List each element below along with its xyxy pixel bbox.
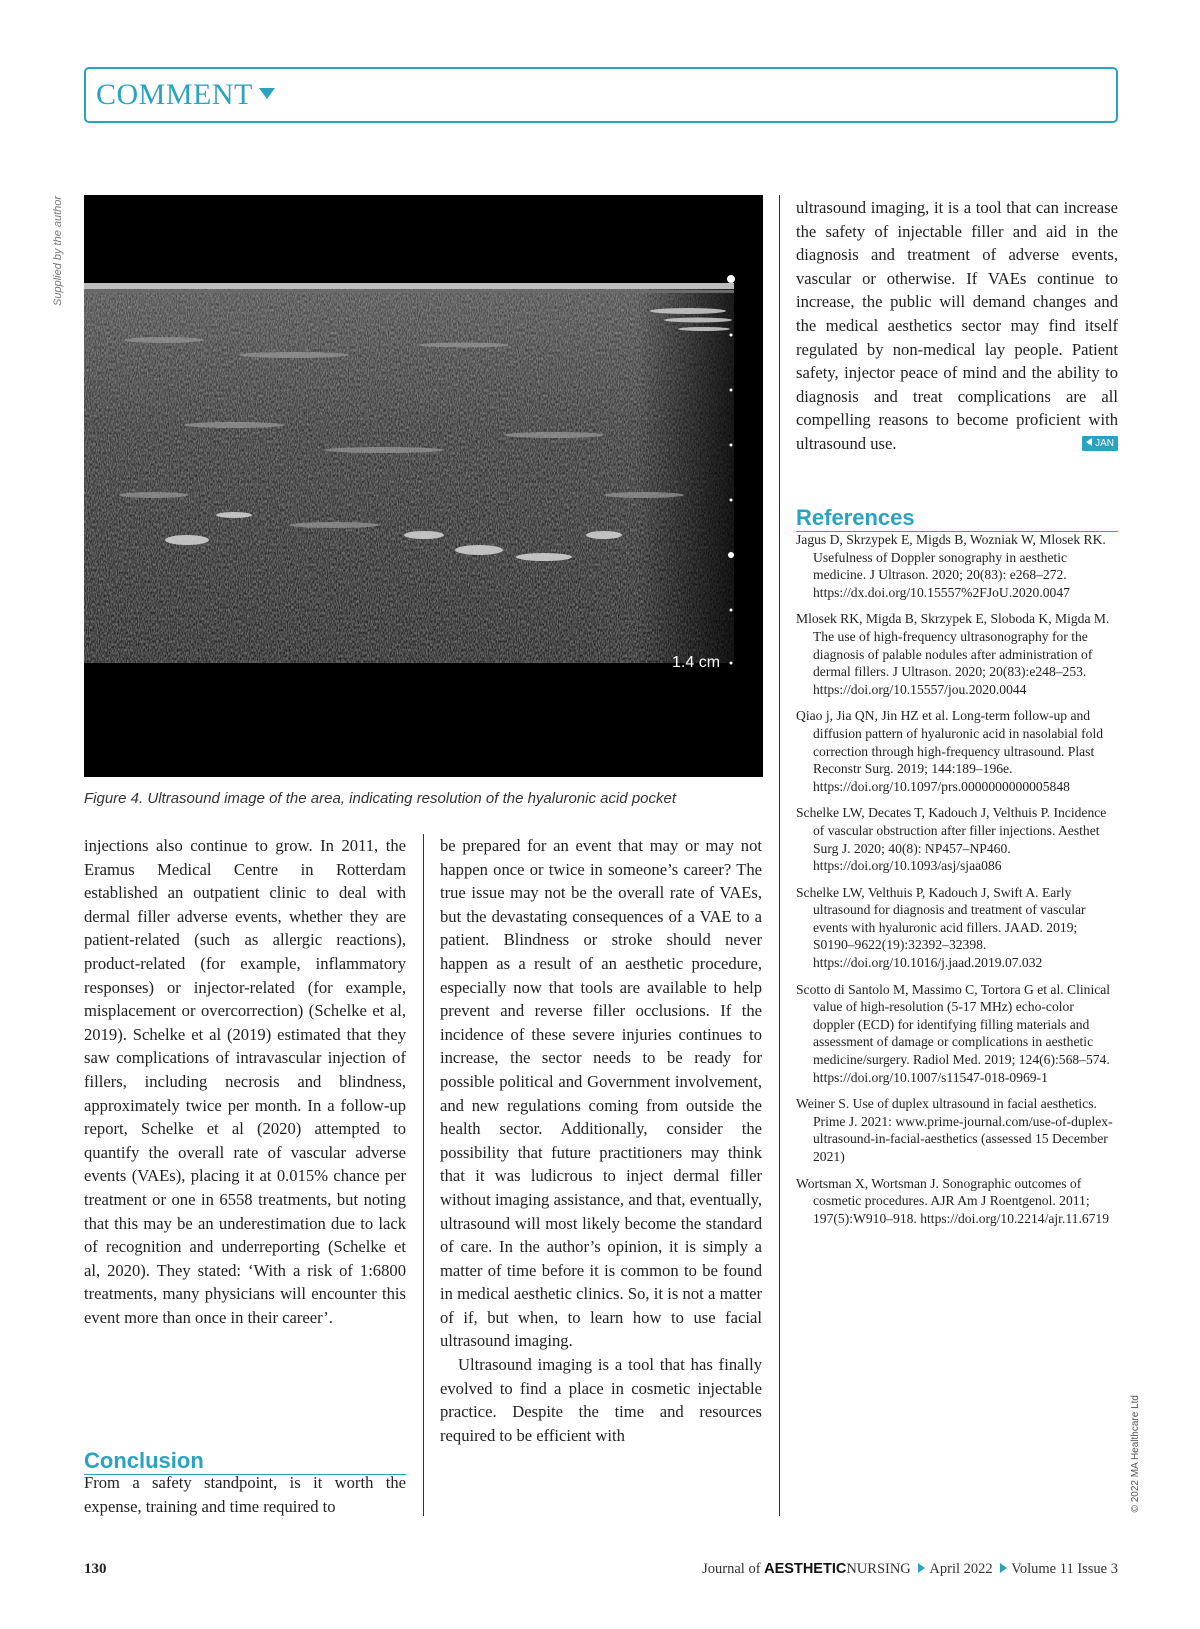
body-column-3 bbox=[796, 196, 1118, 456]
section-label: COMMENT bbox=[96, 78, 275, 112]
page-number: 130 bbox=[84, 1561, 107, 1577]
reference-item: Wortsman X, Wortsman J. Sonographic outcomes of cosmetic procedures. AJR Am J Roentgenol. 2011; 197(5):W910–918. https://doi.org/10.2214/ajr.11.6719 bbox=[796, 1175, 1110, 1226]
reference-item: Scotto di Santolo M, Massimo C, Tortora G et al. Clinical value of high-resolution (5-17 MHz) echo-color doppler (ECD) for identifying filling materials and assessment of damage or complications in aesthetic medicine/surgery. Radiol Med. 2019; 124(6):568–574. https://doi.org/10.1007/s11547-018-0969-1 bbox=[796, 981, 1111, 1085]
reference-item: Weiner S. Use of duplex ultrasound in facial aesthetics. Prime J. 2021: www.prime-journal.com/use-of-duplex-ultrasound-in-facial-aesthetics (assessed 15 December 2021) bbox=[796, 1096, 1113, 1164]
journal-suffix: NURSING bbox=[846, 1561, 911, 1577]
figure-caption: Figure 4. Ultrasound image of the area, indicating resolution of the hyaluronic acid pocket bbox=[84, 790, 677, 807]
reference-item: Schelke LW, Decates T, Kadouch J, Velthuis P. Incidence of vascular obstruction after filler injections. Aesthet Surg J. 2020; 40(8): NP457–NP460. https://doi.org/10.1093/asj/sjaa086 bbox=[796, 805, 1107, 874]
column-divider bbox=[423, 834, 424, 1516]
triangle-right-icon bbox=[1000, 1563, 1007, 1573]
body-paragraph: Ultrasound imaging is a tool that has finally evolved to find a place in cosmetic injectable practice. Despite the time and resources required to be efficient with bbox=[440, 1355, 762, 1445]
copyright-notice: © 2022 MA Healthcare Ltd bbox=[1130, 1395, 1141, 1513]
triangle-right-icon bbox=[918, 1563, 925, 1573]
ultrasound-image bbox=[84, 195, 763, 777]
column-divider bbox=[779, 195, 780, 1516]
volume-issue: Volume 11 Issue 3 bbox=[1011, 1561, 1118, 1577]
journal-prefix: Journal of bbox=[702, 1561, 761, 1577]
body-paragraph: ultrasound imaging, it is a tool that can increase the safety of injectable filler and aid in the diagnosis and treatment of adverse events, vascular or otherwise. If VAEs continue to increase, the public will demand changes and the medical aesthetics sector may find itself regulated by non-medical lay people. Patient safety, injector peace of mind and the ability to diagnosis and treat complications are all compelling reasons to become proficient with ultrasound use. JAN bbox=[796, 198, 1118, 453]
reference-item: Mlosek RK, Migda B, Skrzypek E, Sloboda K, Migda M. The use of high-frequency ultrasonography for the diagnosis of palable nodules after administration of dermal fillers. J Ultrason. 2020; 20(83):e248–253. https://doi.org/10.15557/jou.2020.0044 bbox=[796, 611, 1110, 697]
ultrasound-figure bbox=[84, 195, 763, 777]
triangle-down-icon bbox=[259, 88, 275, 99]
jan-end-badge: JAN bbox=[1082, 436, 1118, 451]
reference-item: Qiao j, Jia QN, Jin HZ et al. Long-term follow-up and diffusion pattern of hyaluronic acid in nasolabial fold correction through high-frequency ultrasound. Plast Reconstr Surg. 2019; 144:189–196e. https://doi.org/10.1097/prs.0000000000005848 bbox=[796, 708, 1104, 794]
conclusion-heading: Conclusion bbox=[84, 1449, 406, 1475]
body-column-2 bbox=[440, 834, 762, 1447]
issue-date: April 2022 bbox=[929, 1561, 993, 1577]
references-list bbox=[796, 531, 1118, 1236]
reference-item: Jagus D, Skrzypek E, Migds B, Wozniak W, Mlosek RK. Usefulness of Doppler sonography in aesthetic medicine. J Ultrason. 2020; 20(83): e268–272. https://dx.doi.org/10.15557%2FJoU.2020.0047 bbox=[796, 532, 1106, 600]
triangle-left-icon bbox=[1086, 438, 1092, 446]
figure-credit: Supplied by the author bbox=[52, 195, 64, 306]
conclusion-paragraph: From a safety standpoint, is it worth the expense, training and time required to bbox=[84, 1473, 406, 1516]
section-header bbox=[84, 67, 1118, 123]
journal-brand: AESTHETIC bbox=[764, 1561, 847, 1577]
references-heading: References bbox=[796, 506, 1118, 532]
scale-label: 1.4 cm bbox=[672, 654, 721, 671]
body-column-1 bbox=[84, 834, 406, 1329]
journal-footer bbox=[702, 1561, 1118, 1578]
body-paragraph: injections also continue to grow. In 2011, the Eramus Medical Centre in Rotterdam established an outpatient clinic to deal with dermal filler adverse events, whether they are patient-related (such as allergic reactions), product-related (for example, inflammatory responses) or injector-related (for example, misplacement or overcorrection) (Schelke et al, 2019). Schelke et al (2019) estimated that they saw complications of intravascular injection of fillers, including necrosis and blindness, approximately twice per month. In a follow-up report, Schelke et al (2020) attempted to quantify the overall rate of vascular adverse events (VAEs), placing it at 0.015% chance per treatment or one in 6558 treatments, but noting that this may be an underestimation due to lack of recognition and underreporting (Schelke et al, 2020). They stated: ‘With a risk of 1:6800 treatments, many physicians will encounter this event more than once in their career’. bbox=[84, 836, 406, 1327]
reference-item: Schelke LW, Velthuis P, Kadouch J, Swift A. Early ultrasound for diagnosis and treatment of vascular events with hyaluronic acid fillers. JAAD. 2019; S0190–9622(19):32392–32398. https://doi.org/10.1016/j.jaad.2019.07.032 bbox=[796, 884, 1086, 971]
body-paragraph: be prepared for an event that may or may not happen once or twice in someone’s career? The true issue may not be the overall rate of VAEs, but the devastating consequences of a VAE to a patient. Blindness or stroke should never happen as a result of an aesthetic procedure, especially now that tools are available to help prevent and reverse filler occlusions. If the incidence of these severe injuries continues to increase, the sector needs to be ready for possible political and Government involvement, and new regulations coming from outside the health sector. Additionally, consider the possibility that future practitioners may think that it was ludicrous to inject dermal filler without imaging assistance, and that, eventually, ultrasound will most likely become the standard of care. In the author’s opinion, it is simply a matter of time before it is common to be found in medical aesthetic clinics. So, it is not a matter of if, but when, to learn how to use facial ultrasound imaging. bbox=[440, 836, 762, 1351]
